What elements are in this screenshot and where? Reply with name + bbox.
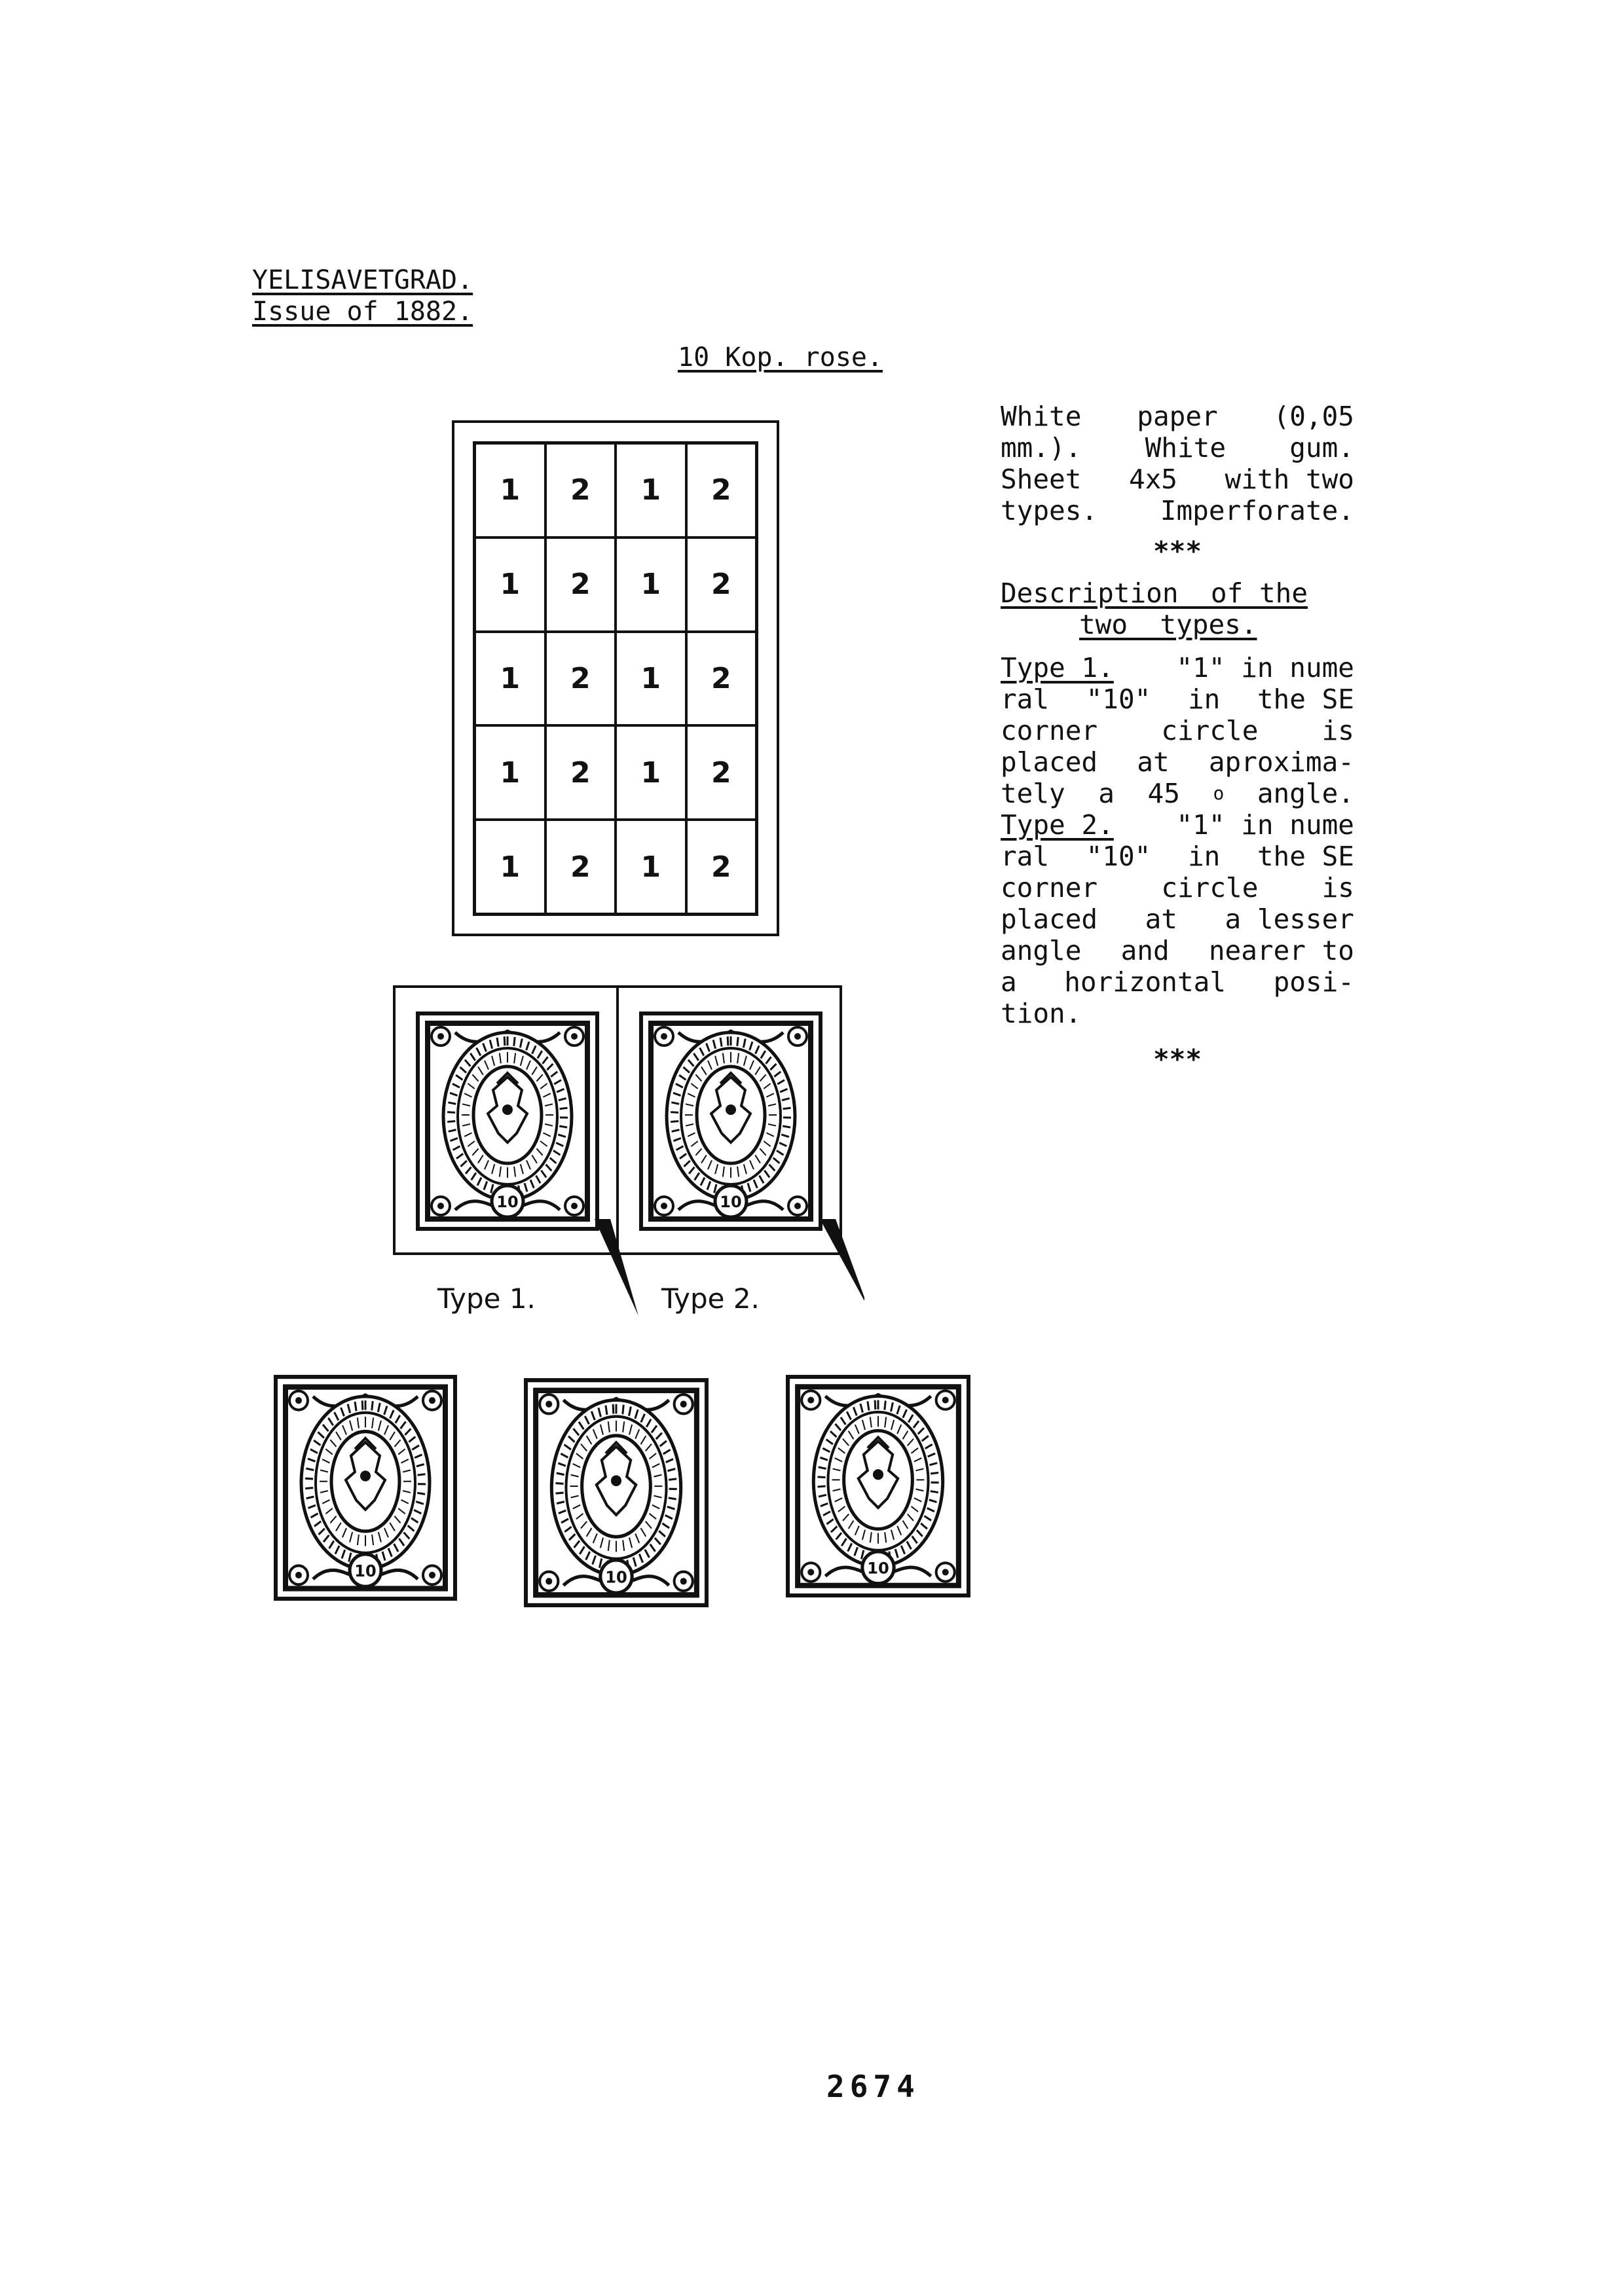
separator: *** (1153, 536, 1202, 567)
sheet-cell: 2 (686, 443, 757, 538)
word: circle (1161, 715, 1259, 746)
type1-desc-first: "1" in nume (1176, 652, 1354, 683)
word: (0,05 (1273, 401, 1354, 432)
type2-label: Type 2. (661, 1283, 760, 1315)
word: ral (1001, 841, 1050, 872)
stamp-value: 10 (605, 1567, 627, 1587)
sheet-cell: 1 (475, 820, 545, 914)
description-heading-2: two types. (1079, 609, 1257, 640)
type1-stamp (416, 1011, 599, 1231)
location-heading: YELISAVETGRAD. (252, 265, 473, 295)
text-line (1001, 998, 1354, 1029)
type1-description (1001, 652, 1354, 809)
word: placed (1001, 903, 1098, 935)
description-heading: Description of the (1001, 577, 1308, 609)
type2-description (1001, 809, 1354, 1029)
word: aproxima- (1208, 746, 1354, 778)
sheet-cell: 1 (616, 820, 686, 914)
word: is (1321, 715, 1354, 746)
stamp-value: 10 (720, 1193, 742, 1211)
sheet-cell: 2 (545, 820, 616, 914)
text-line (1001, 872, 1354, 903)
sheet-cell: 1 (616, 538, 686, 632)
sheet-cell: 2 (545, 632, 616, 726)
sheet-cell: 1 (475, 632, 545, 726)
text-line (1001, 495, 1354, 526)
sheet-cell: 2 (686, 820, 757, 914)
word: the SE (1257, 683, 1354, 715)
sheet-cell: 2 (545, 443, 616, 538)
word: placed (1001, 746, 1098, 778)
description-column (1001, 401, 1354, 1075)
word: angle (1001, 935, 1082, 966)
text-line (1001, 432, 1354, 464)
type1-label: Type 1. (437, 1283, 536, 1315)
word: and (1120, 935, 1170, 966)
word: nearer to (1208, 935, 1354, 966)
word: is (1321, 872, 1354, 903)
word: "10" (1086, 683, 1151, 715)
word: Sheet (1001, 464, 1082, 495)
type2-desc-first: "1" in nume (1176, 809, 1354, 841)
word: corner (1001, 715, 1098, 746)
text-line (1001, 778, 1354, 809)
word: mm.). (1001, 432, 1082, 464)
word: at (1145, 903, 1177, 935)
stamp-value: 10 (867, 1558, 889, 1578)
word: White (1001, 401, 1082, 432)
word: "10" (1086, 841, 1151, 872)
sheet-cell: 1 (475, 725, 545, 820)
sheet-grid (473, 441, 758, 916)
type2-desc-label: Type 2. (1001, 809, 1114, 841)
type2-stamp (639, 1011, 822, 1231)
sheet-cell: 2 (686, 725, 757, 820)
word: posi- (1273, 966, 1354, 998)
example-stamp-3 (786, 1375, 970, 1597)
text-line (1001, 683, 1354, 715)
word: in (1187, 841, 1221, 872)
example-stamp-2 (524, 1378, 709, 1607)
type1-pointer-icon (595, 1219, 638, 1316)
word: in (1187, 683, 1221, 715)
inner-oval (582, 1436, 651, 1537)
text-line (1001, 464, 1354, 495)
word: White (1145, 432, 1227, 464)
sheet-cell: 2 (545, 725, 616, 820)
word: types. (1001, 495, 1098, 526)
sheet-cell: 2 (545, 538, 616, 632)
word: tely (1001, 778, 1065, 809)
sheet-cell: 1 (616, 443, 686, 538)
word: 4x5 (1128, 464, 1177, 495)
word: a lesser (1225, 903, 1354, 935)
text-line (1001, 966, 1354, 998)
type1-desc-label: Type 1. (1001, 652, 1114, 683)
sheet-cell: 1 (616, 725, 686, 820)
degree-mark: o (1213, 782, 1225, 804)
word: angle. (1257, 778, 1354, 809)
issue-heading: Issue of 1882. (252, 297, 473, 327)
word: ral (1001, 683, 1050, 715)
word: a (1001, 966, 1017, 998)
word: Imperforate. (1160, 495, 1354, 526)
word: gum. (1289, 432, 1354, 464)
text-line (1001, 841, 1354, 872)
word: with two (1225, 464, 1354, 495)
word: corner (1001, 872, 1098, 903)
sheet-cell: 1 (616, 632, 686, 726)
word: horizontal (1064, 966, 1227, 998)
stamp-value: 10 (354, 1561, 377, 1581)
sheet-diagram (452, 420, 779, 936)
page-number: 2674 (826, 2069, 920, 2104)
word: a (1098, 778, 1115, 809)
word: paper (1137, 401, 1218, 432)
word: at (1137, 746, 1170, 778)
word: 45 (1147, 778, 1180, 809)
text-line (1001, 715, 1354, 746)
text-line (1001, 935, 1354, 966)
word: the SE (1257, 841, 1354, 872)
word: circle (1161, 872, 1259, 903)
sheet-cell: 2 (686, 538, 757, 632)
stamp-title: 10 Kop. rose. (678, 342, 883, 373)
sheet-cell: 1 (475, 443, 545, 538)
type2-pointer-icon (820, 1219, 864, 1308)
text-line (1001, 401, 1354, 432)
example-stamp-1 (274, 1375, 457, 1601)
text-line (1001, 903, 1354, 935)
text-line (1001, 746, 1354, 778)
stamp-value: 10 (496, 1193, 519, 1211)
paper-description (1001, 401, 1354, 526)
end-separator: *** (1153, 1044, 1202, 1075)
sheet-cell: 1 (475, 538, 545, 632)
word: tion. (1001, 998, 1082, 1029)
sheet-cell: 2 (686, 632, 757, 726)
